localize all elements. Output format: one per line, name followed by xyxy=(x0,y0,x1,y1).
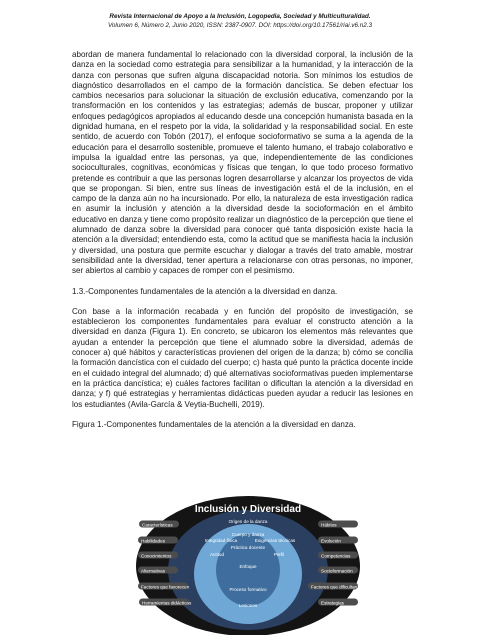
inner-label-9: Lesiones xyxy=(238,603,258,608)
right-label-0: Hábitos xyxy=(321,522,337,528)
inner-label-3: Exigencias técnicas xyxy=(254,538,296,543)
left-label-4: Factores que favorecen xyxy=(141,584,190,590)
left-label-2: Conocimientos xyxy=(141,553,172,559)
left-label-5: Herramientas didácticas xyxy=(142,600,192,606)
journal-title: Revista Internacional de Apoyo a la Inclusión, Logopedia, Sociedad y Multiculturalidad. xyxy=(109,13,371,20)
inner-label-1: Cuerpo y danza xyxy=(231,532,265,537)
inner-label-5: Actitud xyxy=(209,552,225,557)
paragraph-2: Con base a la información recabada y en función del propósito de investigación, se establecieron los componentes fundamentales para evaluar el constructo atención a la diversidad en danza (Figura 1). En concreto, se ubicaron los elementos más relevantes que ayudan a entender la percepción que tiene el alumnado sobre la diversidad, además de conocer a) qué hábitos y características provienen del origen de la danza; b) cómo se concilia la formación dancística con el cuidado del cuerpo; c) hasta qué punto la práctica docente incide en el cuidado integral del alumnado; d) qué alternativas socioformativas pueden implementarse en la práctica dancística; e) cuáles factores facilitan o dificultan la atención a la diversidad en danza; y f) qué estrategias y herramientas didácticas pueden ayudar a reducir las lesiones en los estudiantes (Avila-García & Veytia-Buchelli, 2019). xyxy=(72,306,413,409)
inner-label-4: Práctica docente xyxy=(230,545,266,550)
right-label-3: Socioformación xyxy=(321,568,353,574)
right-label-1: Evolución xyxy=(321,538,341,544)
journal-volume: Volumen 6, Número 2, Junio 2020, ISSN: 2387-0907. DOI: https://doi.org/10.17561/riai.v6.n2.3 xyxy=(107,22,373,29)
article-body xyxy=(72,50,413,430)
right-label-5: Estrategias xyxy=(321,600,344,606)
inner-label-2: Integridad física xyxy=(204,538,238,543)
left-label-1: Habilidades xyxy=(141,538,166,544)
inner-label-6: Perfil xyxy=(273,552,285,557)
right-label-4: Factores que dificultan xyxy=(311,584,358,590)
left-label-0: Características xyxy=(142,522,173,528)
figure-caption: Figura 1.-Componentes fundamentales de la atención a la diversidad en danza. xyxy=(72,419,356,429)
diversity-diagram xyxy=(135,490,361,635)
inner-label-7: Enfoque xyxy=(239,564,257,569)
right-label-2: Competencias xyxy=(321,553,351,559)
section-heading: 1.3.-Componentes fundamentales de la atención a la diversidad en danza. xyxy=(72,286,338,296)
figure-1 xyxy=(135,490,361,635)
inner-label-0: Origen de la danza xyxy=(228,519,268,524)
left-label-3: Alternativas xyxy=(141,568,166,574)
inner-label-8: Proceso formativo xyxy=(229,587,267,592)
paragraph-1: abordan de manera fundamental lo relacionado con la diversidad corporal, la inclusión de la danza en la sociedad como estrategia para sensibilizar a la humanidad, y la interacción de la danza con personas que sufren alguna discapacidad notoria. Son mínimos los estudios de diagnóstico desarrollados en el campo de la formación dancística. Se deben efectuar los cambios necesarios para solucionar la situación de exclusión educativa, comenzando por la transformación en los contenidos y las estrategias; además de buscar, proponer y utilizar enfoques pedagógicos apropiados al educando desde una concepción humanista basada en la dignidad humana, en el respeto por la vida, la solidaridad y la responsabilidad social. En este sentido, de acuerdo con Tobón (2017), el enfoque socioformativo se suma a la agenda de la educación para el desarrollo sostenible, promueve el talento humano, el trabajo colaborativo e impulsa la igualdad entre las personas, ya que, independientemente de las condiciones socioculturales, cognitivas, económicas y físicas que tengan, lo que todo proceso formativo pretende es contribuir a que las personas logren desarrollarse y alcanzar los proyectos de vida que se propongan. Si bien, entre sus líneas de investigación está el de la inclusión, en el campo de la danza aún no ha incursionado. Por ello, la naturaleza de esta investigación radica en asumir la inclusión y atención a la diversidad desde la socioformación en el ámbito educativo en danza y tiene como propósito realizar un diagnóstico de la percepción que tiene el alumnado de danza sobre la diversidad para conocer qué tanta disposición existe hacia la atención a la diversidad; entendiendo esta, como la actitud que se manifiesta hacia la inclusión y diversidad, una postura que permite escuchar y dialogar a través del trato amable, mostrar sensibilidad ante la diversidad, tener apertura a relacionarse con otras personas, no imponer, ser abiertos al cambio y capaces de romper con el pesimismo. xyxy=(72,50,413,276)
figure-title: Inclusión y Diversidad xyxy=(194,504,302,515)
journal-header xyxy=(0,12,480,30)
